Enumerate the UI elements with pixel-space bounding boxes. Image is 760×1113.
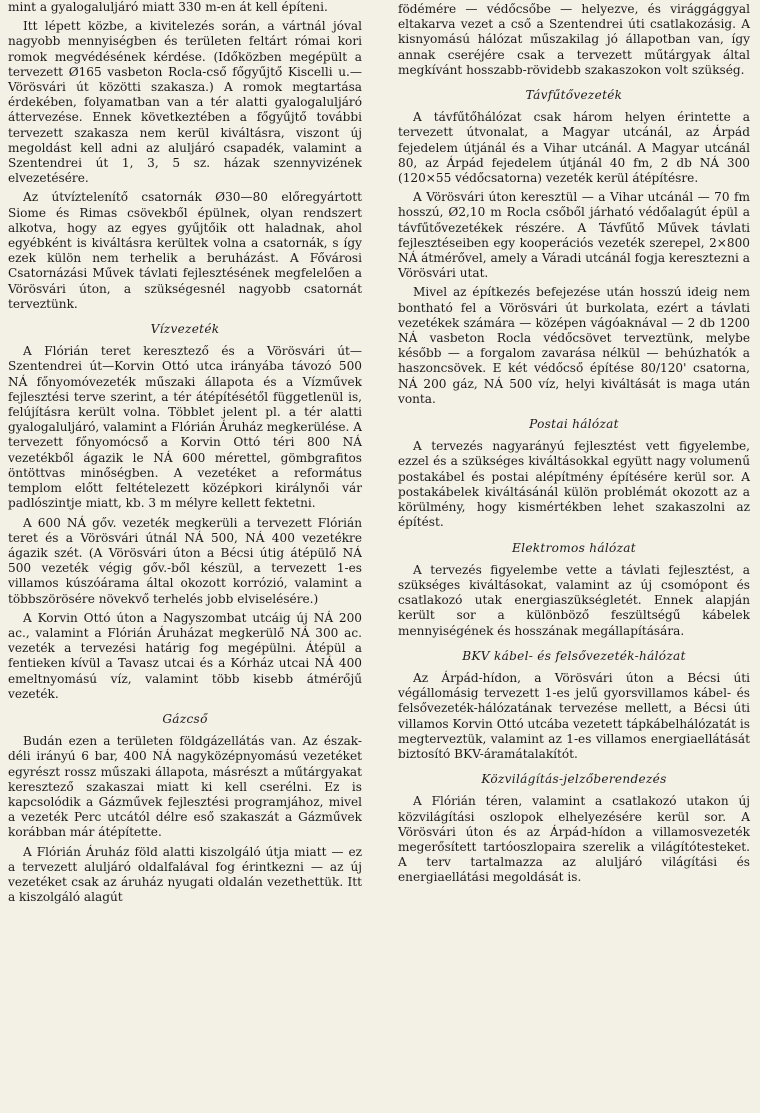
section-heading-gazcso: Gázcső [162, 711, 208, 726]
section-heading-postai: Postai hálózat [529, 417, 619, 432]
paragraph: Az Árpád-hídon, a Vörösvári úton a Bécsi úti végállomásig tervezett 1-es jelű gyorsvillamos kábel- és felsővezeték-hálózatának tervezése mellett, a Bécsi úti villamos Korvin Ottó utcába vezetett tápkábelhálózatát is megterveztük, valamint az 1-es villamos energiaellátását biztosító BKV-áramátalakítót. [398, 670, 750, 761]
paragraph: A Vörösvári úton keresztül — a Vihar utcánál — 70 fm hosszú, Ø2,10 m Rocla csőből járható védőalagút épül a távfűtővezetékek részére. A Távfűtő Művek távlati fejlesztéseiben egy kooperációs vezeték szerepel, 2×800 NÁ átmérővel, amely a Váradi utcánál fogja keresztezni a Vörösvári utat. [398, 190, 750, 281]
section-heading-tavfutovezetek: Távfűtővezeték [525, 88, 623, 103]
section-heading-elektromos: Elektromos hálózat [512, 540, 636, 555]
right-column [398, 0, 750, 886]
paragraph: A távfűtőhálózat csak három helyen érintette a tervezett útvonalat, a Magyar utcánál, az Árpád fejedelem útjánál és a Vihar utcánál. A Magyar utcánál 80, az Árpád fejedelem útjánál 40 fm, 2 db NÁ 300 (120×55 védőcsatorna) vezeték kerül átépítésre. [398, 110, 750, 186]
paragraph: Budán ezen a területen földgázellátás van. Az észak-déli irányú 6 bar, 400 NÁ nagyközépnyomású vezetéket egyrészt rossz műszaki állapota, másrészt a műtárgyakat keresztező szakaszai miatt ki kell cserélni. Ez is kapcsolódik a Gázművek fejlesztési programjához, mivel a vezeték Perc utcától délre eső szakaszát a Gázművek korábban már átépítette. [8, 734, 362, 840]
paragraph: A Flórián teret keresztező és a Vörösvári út—Szentendrei út—Korvin Ottó utca irányába távozó 500 NÁ főnyomóvezeték műszaki állapota és a Vízművek fejlesztési terve szerint, a tér átépítésétől függetlenül is, felújításra került volna. Többlet jelent pl. a tér alatti gyalogaluljáró, valamint a Flórián Áruház megkerülése. A tervezett főnyomócső a Korvin Ottó téri 800 NÁ vezetékből ágazik le NÁ 600 mérettel, gömbgrafitos öntöttvas minőségben. A vezetéket a református templom előtt feltételezett középkori királynői vár padlószintje miatt, kb. 3 m mélyre kellett fektetni. [8, 344, 362, 511]
paragraph: A tervezés nagyarányú fejlesztést vett figyelembe, ezzel és a szükséges kiváltásokkal együtt nagy volumenű postakábel és postai alépítmény építésére kerül sor. A postakábelek kiváltásánál külön problémát okozott az a körülmény, hogy kismértékben lehet szakaszolni az építést. [398, 439, 750, 530]
paragraph: A Flórián Áruház föld alatti kiszolgáló útja miatt — ez a tervezett aluljáró oldalfalával fog érintkezni — az új vezetéket csak az áruház nyugati oldalán vezethettük. Itt a kiszolgáló alagút [8, 844, 362, 905]
paragraph: Az útvíztelenítő csatornák Ø30—80 előregyártott Siome és Rimas csövekből épülnek, olyan rendszert alkotva, hogy az egyes gyűjtőik ott haladnak, ahol egyébként is kiváltásra kerültek volna a csatornák, s így ezek külön nem terhelik a beruházást. A Fővárosi Csatornázási Művek távlati fejlesztésének megfelelően a Vörösvári úton, a szükségesnél nagyobb csatornát terveztünk. [8, 190, 362, 311]
paragraph: födémére — védőcsőbe — helyezve, és virággággyal eltakarva vezet a cső a Szentendrei úti csatlakozásig. A kisnyomású hálózat műszakilag jó állapotban van, így annak cseréjére csak a tervezett műtárgyak által megkívánt hosszabb-rövidebb szakaszokon volt szükség. [398, 2, 750, 77]
paragraph: mint a gyalogaluljáró miatt 330 m-en át kell építeni. [8, 0, 328, 14]
paragraph: Mivel az építkezés befejezése után hosszú ideig nem bontható fel a Vörösvári út burkolata, ezért a távlati vezetékek számára — középen vágóaknával — 2 db 1200 NÁ vasbeton Rocla védőcsövet terveztünk, melybe később — a forgalom zavarása nélkül — behúzhatók a haszoncsövek. E két védőcső építése 80/120' csatorna, NÁ 200 gáz, NÁ 500 víz, helyi kiváltását is maga után vonta. [398, 285, 750, 406]
paragraph: A 600 NÁ gőv. vezeték megkerüli a tervezett Flórián teret és a Vörösvári útnál NÁ 500, NÁ 400 vezetékre ágazik szét. (A Vörösvári úton a Bécsi útig átépülő NÁ 500 vezeték végig gőv.-ből készül, a tervezett 1-es villamos kúszóárama által okozott korrózió, valamint a többszörösére növekvő terhelés jobb elviselésére.) [8, 515, 362, 606]
paragraph: A tervezés figyelembe vette a távlati fejlesztést, a szükséges kiváltásokat, valamint az új csomópont és csatlakozó utak energiaszükségletét. Ennek alapján került sor a különböző feszültségű kábelek mennyiségének és hosszának megállapítására. [398, 562, 750, 638]
section-heading-vizvezetek: Vízvezeték [150, 322, 220, 337]
left-column [8, 0, 362, 905]
section-heading-kozvilagitas: Közvilágítás-jelzőberendezés [481, 772, 667, 787]
paragraph: Itt lépett közbe, a kivitelezés során, a vártnál jóval nagyobb mennyiségben és területen feltárt római kori romok megvédésének kérdése. (Időközben megépült a tervezett Ø165 vasbeton Rocla-cső főgyűjtő Kiscelli u.—Vörösvári út közötti szakasza.) A romok megtartása érdekében, folyamatban van a tér alatti gyalogaluljáró áttervezése. Ennek következtében a főgyűjtő további tervezett szakasza nem kerül kiváltásra, viszont új megoldást kell adni az aluljáró csapadék, valamint a Szentendrei út 1, 3, 5 sz. házak szennyvizének elvezetésére. [8, 19, 362, 186]
paragraph: A Flórián téren, valamint a csatlakozó utakon új közvilágítási oszlopok elhelyezésére kerül sor. A Vörösvári úton és az Árpád-hídon a villamosvezeték megerősített tartóoszlopaira szerelik a világítótesteket. A terv tartalmazza az aluljáró világítási és energiaellátási megoldását is. [398, 794, 750, 885]
section-heading-bkv: BKV kábel- és felsővezeték-hálózat [462, 648, 686, 663]
paragraph: A Korvin Ottó úton a Nagyszombat utcáig új NÁ 200 ac., valamint a Flórián Áruházat megkerülő NÁ 300 ac. vezeték a tervezési határig fog megépülni. Átépül a fentieken kívül a Tavasz utcai és a Kórház utcai NÁ 400 emeltnyomású víz, valamint több kisebb átmérőjű vezeték. [8, 610, 362, 701]
